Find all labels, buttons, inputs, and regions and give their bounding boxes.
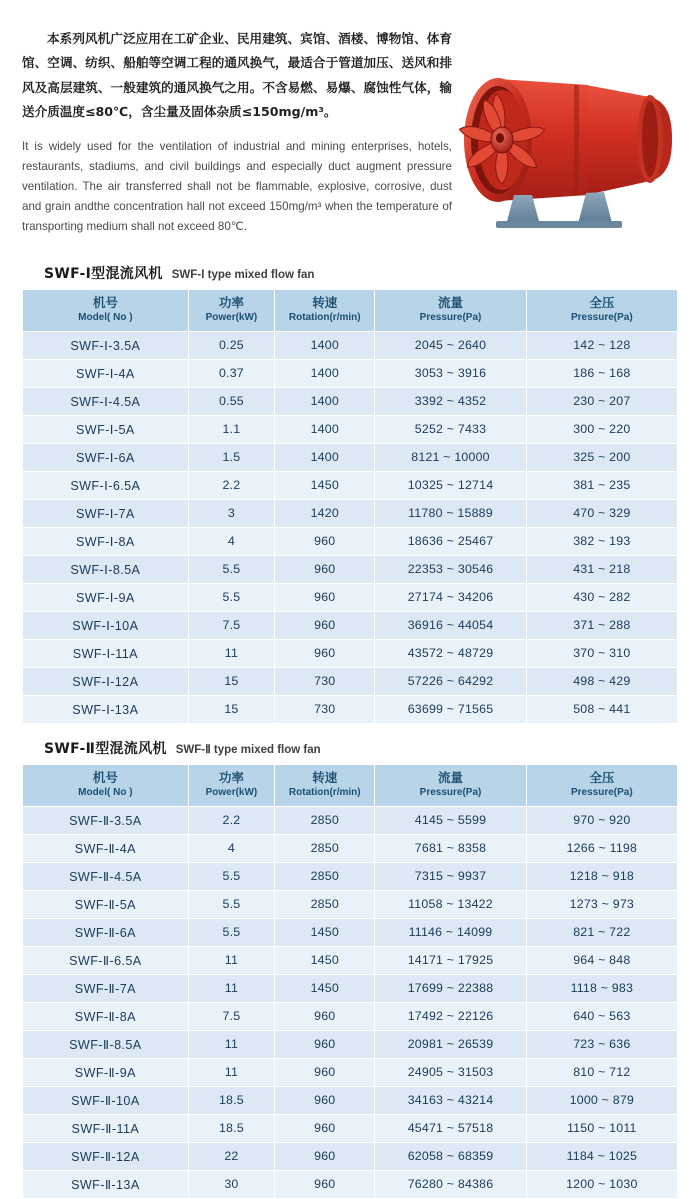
cell-pressure: 1000 ~ 879 [526, 1086, 677, 1114]
column-header-flow-cn: 流量 [438, 295, 464, 311]
cell-rotation: 960 [275, 583, 375, 611]
table-row [23, 331, 678, 359]
cell-pressure: 381 ~ 235 [526, 471, 677, 499]
cell-model: SWF-Ⅰ-12A [23, 667, 189, 695]
table-2-body [23, 806, 678, 1198]
column-header-flow-en: Pressure(Pa) [419, 312, 482, 324]
cell-flow: 11780 ~ 15889 [375, 499, 526, 527]
cell-model: SWF-Ⅰ-4.5A [23, 387, 189, 415]
cell-model: SWF-Ⅰ-13A [23, 695, 189, 723]
cell-flow: 2045 ~ 2640 [375, 331, 526, 359]
cell-flow: 7315 ~ 9937 [375, 862, 526, 890]
cell-pressure: 1118 ~ 983 [526, 974, 677, 1002]
cell-rotation: 960 [275, 1030, 375, 1058]
column-header-rotation-cn: 转速 [312, 295, 338, 311]
table-row [23, 974, 678, 1002]
cell-pressure: 498 ~ 429 [526, 667, 677, 695]
cell-model: SWF-Ⅱ-9A [23, 1058, 189, 1086]
cell-rotation: 1450 [275, 918, 375, 946]
cell-power: 2.2 [188, 806, 274, 834]
cell-flow: 7681 ~ 8358 [375, 834, 526, 862]
cell-rotation: 960 [275, 1114, 375, 1142]
cell-flow: 17699 ~ 22388 [375, 974, 526, 1002]
cell-flow: 43572 ~ 48729 [375, 639, 526, 667]
cell-power: 18.5 [188, 1114, 274, 1142]
table-row [23, 918, 678, 946]
table-row [23, 862, 678, 890]
cell-model: SWF-Ⅰ-6A [23, 443, 189, 471]
cell-power: 22 [188, 1142, 274, 1170]
cell-pressure: 970 ~ 920 [526, 806, 677, 834]
cell-power: 7.5 [188, 1002, 274, 1030]
cell-pressure: 964 ~ 848 [526, 946, 677, 974]
table-row [23, 527, 678, 555]
table-2-title-chinese: SWF-Ⅱ型混流风机 [44, 740, 167, 757]
cell-model: SWF-Ⅱ-8.5A [23, 1030, 189, 1058]
cell-model: SWF-Ⅰ-3.5A [23, 331, 189, 359]
table-row [23, 443, 678, 471]
column-header-rotation-en: Rotation(r/min) [288, 312, 361, 324]
column-header-model [23, 764, 189, 806]
cell-pressure: 1273 ~ 973 [526, 890, 677, 918]
column-header-power [188, 764, 274, 806]
cell-flow: 3392 ~ 4352 [375, 387, 526, 415]
column-header-rotation [275, 764, 375, 806]
cell-model: SWF-Ⅱ-8A [23, 1002, 189, 1030]
cell-rotation: 2850 [275, 862, 375, 890]
column-header-power-en: Power(kW) [205, 787, 258, 799]
cell-model: SWF-Ⅱ-11A [23, 1114, 189, 1142]
cell-pressure: 1150 ~ 1011 [526, 1114, 677, 1142]
table-row [23, 359, 678, 387]
cell-flow: 11058 ~ 13422 [375, 890, 526, 918]
cell-model: SWF-Ⅰ-8A [23, 527, 189, 555]
cell-flow: 76280 ~ 84386 [375, 1170, 526, 1198]
cell-rotation: 960 [275, 1058, 375, 1086]
table-1-body [23, 331, 678, 723]
cell-rotation: 2850 [275, 890, 375, 918]
cell-flow: 17492 ~ 22126 [375, 1002, 526, 1030]
cell-power: 18.5 [188, 1086, 274, 1114]
cell-model: SWF-Ⅰ-6.5A [23, 471, 189, 499]
table-row [23, 611, 678, 639]
cell-power: 11 [188, 1058, 274, 1086]
cell-pressure: 821 ~ 722 [526, 918, 677, 946]
cell-power: 0.55 [188, 387, 274, 415]
column-header-rotation [275, 289, 375, 331]
cell-model: SWF-Ⅰ-4A [23, 359, 189, 387]
column-header-pressure [526, 289, 677, 331]
cell-power: 11 [188, 1030, 274, 1058]
cell-rotation: 730 [275, 695, 375, 723]
cell-flow: 22353 ~ 30546 [375, 555, 526, 583]
cell-flow: 3053 ~ 3916 [375, 359, 526, 387]
column-header-rotation-en: Rotation(r/min) [288, 787, 361, 799]
intro-section [22, 27, 678, 249]
cell-flow: 8121 ~ 10000 [375, 443, 526, 471]
table-2-title [44, 738, 678, 758]
table-block-swf-2 [22, 738, 678, 1199]
cell-flow: 4145 ~ 5599 [375, 806, 526, 834]
cell-pressure: 325 ~ 200 [526, 443, 677, 471]
cell-rotation: 1400 [275, 331, 375, 359]
cell-pressure: 1266 ~ 1198 [526, 834, 677, 862]
table-block-swf-1 [22, 263, 678, 724]
column-header-pressure [526, 764, 677, 806]
cell-power: 0.37 [188, 359, 274, 387]
cell-pressure: 723 ~ 636 [526, 1030, 677, 1058]
cell-rotation: 1450 [275, 946, 375, 974]
cell-pressure: 1218 ~ 918 [526, 862, 677, 890]
cell-power: 5.5 [188, 862, 274, 890]
cell-pressure: 470 ~ 329 [526, 499, 677, 527]
cell-pressure: 508 ~ 441 [526, 695, 677, 723]
intro-text-chinese: 本系列风机广泛应用在工矿企业、民用建筑、宾馆、酒楼、博物馆、体育馆、空调、纺织、船舶等空调工程的通风换气，最适合于管道加压、送风和排风及高层建筑、一般建筑的通风换气之用。不含易燃、易爆、腐蚀性气体，输送介质温度≤80℃，含尘量及固体杂质≤150mg/m³。 [22, 30, 452, 120]
table-row [23, 806, 678, 834]
cell-rotation: 1450 [275, 471, 375, 499]
cell-model: SWF-Ⅱ-3.5A [23, 806, 189, 834]
table-1-title-english: SWF-Ⅰ type mixed flow fan [171, 268, 315, 281]
cell-model: SWF-Ⅰ-7A [23, 499, 189, 527]
table-row [23, 583, 678, 611]
cell-pressure: 186 ~ 168 [526, 359, 677, 387]
cell-power: 30 [188, 1170, 274, 1198]
cell-rotation: 2850 [275, 806, 375, 834]
cell-model: SWF-Ⅰ-8.5A [23, 555, 189, 583]
cell-rotation: 960 [275, 639, 375, 667]
table-row [23, 1058, 678, 1086]
cell-pressure: 640 ~ 563 [526, 1002, 677, 1030]
cell-model: SWF-Ⅱ-4A [23, 834, 189, 862]
table-row [23, 1142, 678, 1170]
cell-flow: 10325 ~ 12714 [375, 471, 526, 499]
cell-rotation: 2850 [275, 834, 375, 862]
table-row [23, 695, 678, 723]
table-row [23, 1030, 678, 1058]
table-1-title [44, 263, 678, 283]
cell-flow: 34163 ~ 43214 [375, 1086, 526, 1114]
column-header-model-cn: 机号 [92, 770, 118, 786]
column-header-model-cn: 机号 [92, 295, 118, 311]
cell-power: 11 [188, 946, 274, 974]
cell-power: 11 [188, 639, 274, 667]
cell-rotation: 1400 [275, 443, 375, 471]
table-row [23, 639, 678, 667]
cell-power: 1.5 [188, 443, 274, 471]
table-row [23, 499, 678, 527]
column-header-power-cn: 功率 [218, 295, 244, 311]
cell-pressure: 1184 ~ 1025 [526, 1142, 677, 1170]
cell-rotation: 1420 [275, 499, 375, 527]
cell-pressure: 1200 ~ 1030 [526, 1170, 677, 1198]
table-row [23, 890, 678, 918]
column-header-flow [375, 289, 526, 331]
table-row [23, 555, 678, 583]
table-row [23, 415, 678, 443]
cell-rotation: 1450 [275, 974, 375, 1002]
column-header-pressure-cn: 全压 [589, 295, 615, 311]
cell-flow: 45471 ~ 57518 [375, 1114, 526, 1142]
cell-rotation: 960 [275, 1170, 375, 1198]
table-row [23, 667, 678, 695]
cell-rotation: 960 [275, 1086, 375, 1114]
mixed-flow-fan-photo [436, 45, 684, 235]
cell-flow: 57226 ~ 64292 [375, 667, 526, 695]
cell-power: 4 [188, 834, 274, 862]
cell-rotation: 730 [275, 667, 375, 695]
cell-rotation: 960 [275, 1142, 375, 1170]
table-row [23, 1002, 678, 1030]
column-header-model-en: Model( No ) [78, 312, 133, 324]
column-header-flow-en: Pressure(Pa) [419, 787, 482, 799]
cell-rotation: 1400 [275, 387, 375, 415]
cell-rotation: 1400 [275, 359, 375, 387]
column-header-power [188, 289, 274, 331]
cell-power: 5.5 [188, 918, 274, 946]
cell-model: SWF-Ⅱ-7A [23, 974, 189, 1002]
column-header-model-en: Model( No ) [78, 787, 133, 799]
cell-model: SWF-Ⅰ-11A [23, 639, 189, 667]
cell-model: SWF-Ⅱ-4.5A [23, 862, 189, 890]
table-row [23, 946, 678, 974]
cell-power: 15 [188, 667, 274, 695]
cell-flow: 18636 ~ 25467 [375, 527, 526, 555]
cell-flow: 63699 ~ 71565 [375, 695, 526, 723]
cell-pressure: 810 ~ 712 [526, 1058, 677, 1086]
column-header-flow [375, 764, 526, 806]
table-row [23, 387, 678, 415]
cell-power: 1.1 [188, 415, 274, 443]
cell-rotation: 960 [275, 1002, 375, 1030]
cell-power: 11 [188, 974, 274, 1002]
cell-power: 0.25 [188, 331, 274, 359]
cell-model: SWF-Ⅱ-13A [23, 1170, 189, 1198]
table-row [23, 1086, 678, 1114]
table-row [23, 1170, 678, 1198]
spec-table-swf-1 [22, 289, 678, 724]
cell-pressure: 431 ~ 218 [526, 555, 677, 583]
cell-pressure: 371 ~ 288 [526, 611, 677, 639]
cell-rotation: 960 [275, 555, 375, 583]
cell-power: 5.5 [188, 890, 274, 918]
cell-flow: 20981 ~ 26539 [375, 1030, 526, 1058]
cell-pressure: 230 ~ 207 [526, 387, 677, 415]
cell-flow: 27174 ~ 34206 [375, 583, 526, 611]
cell-power: 5.5 [188, 583, 274, 611]
intro-text-english: It is widely used for the ventilation of industrial and mining enterprises, hotels, restaurants, stadiums, and civil buildings and especially duct augment pressure ventilation. The air transferred shall not be flammable, explosive, corrosive, dust and grain andthe concentration hall not exceed 150mg/m³ when the temperature of transporting medium shall not exceed 80℃. [22, 140, 452, 234]
column-header-power-cn: 功率 [218, 770, 244, 786]
column-header-model [23, 289, 189, 331]
column-header-pressure-en: Pressure(Pa) [570, 787, 633, 799]
cell-model: SWF-Ⅱ-6.5A [23, 946, 189, 974]
column-header-pressure-en: Pressure(Pa) [570, 312, 633, 324]
table-header-row [23, 289, 678, 331]
cell-rotation: 960 [275, 527, 375, 555]
cell-model: SWF-Ⅱ-6A [23, 918, 189, 946]
column-header-power-en: Power(kW) [205, 312, 258, 324]
cell-pressure: 382 ~ 193 [526, 527, 677, 555]
cell-power: 5.5 [188, 555, 274, 583]
table-1-title-chinese: SWF-Ⅰ型混流风机 [44, 265, 163, 282]
cell-power: 15 [188, 695, 274, 723]
cell-pressure: 300 ~ 220 [526, 415, 677, 443]
column-header-pressure-cn: 全压 [589, 770, 615, 786]
cell-flow: 36916 ~ 44054 [375, 611, 526, 639]
cell-rotation: 960 [275, 611, 375, 639]
cell-flow: 11146 ~ 14099 [375, 918, 526, 946]
cell-model: SWF-Ⅱ-12A [23, 1142, 189, 1170]
cell-model: SWF-Ⅱ-5A [23, 890, 189, 918]
cell-flow: 5252 ~ 7433 [375, 415, 526, 443]
cell-model: SWF-Ⅰ-5A [23, 415, 189, 443]
cell-power: 7.5 [188, 611, 274, 639]
table-row [23, 471, 678, 499]
cell-power: 2.2 [188, 471, 274, 499]
spec-table-swf-2 [22, 764, 678, 1199]
cell-rotation: 1400 [275, 415, 375, 443]
cell-flow: 14171 ~ 17925 [375, 946, 526, 974]
cell-flow: 62058 ~ 68359 [375, 1142, 526, 1170]
cell-model: SWF-Ⅰ-9A [23, 583, 189, 611]
fan-illustration-icon [436, 45, 684, 235]
column-header-flow-cn: 流量 [438, 770, 464, 786]
table-row [23, 834, 678, 862]
table-header-row [23, 764, 678, 806]
cell-pressure: 370 ~ 310 [526, 639, 677, 667]
column-header-rotation-cn: 转速 [312, 770, 338, 786]
table-row [23, 1114, 678, 1142]
cell-power: 4 [188, 527, 274, 555]
cell-pressure: 430 ~ 282 [526, 583, 677, 611]
cell-model: SWF-Ⅱ-10A [23, 1086, 189, 1114]
cell-pressure: 142 ~ 128 [526, 331, 677, 359]
cell-model: SWF-Ⅰ-10A [23, 611, 189, 639]
cell-flow: 24905 ~ 31503 [375, 1058, 526, 1086]
table-2-title-english: SWF-Ⅱ type mixed flow fan [175, 743, 321, 756]
cell-power: 3 [188, 499, 274, 527]
